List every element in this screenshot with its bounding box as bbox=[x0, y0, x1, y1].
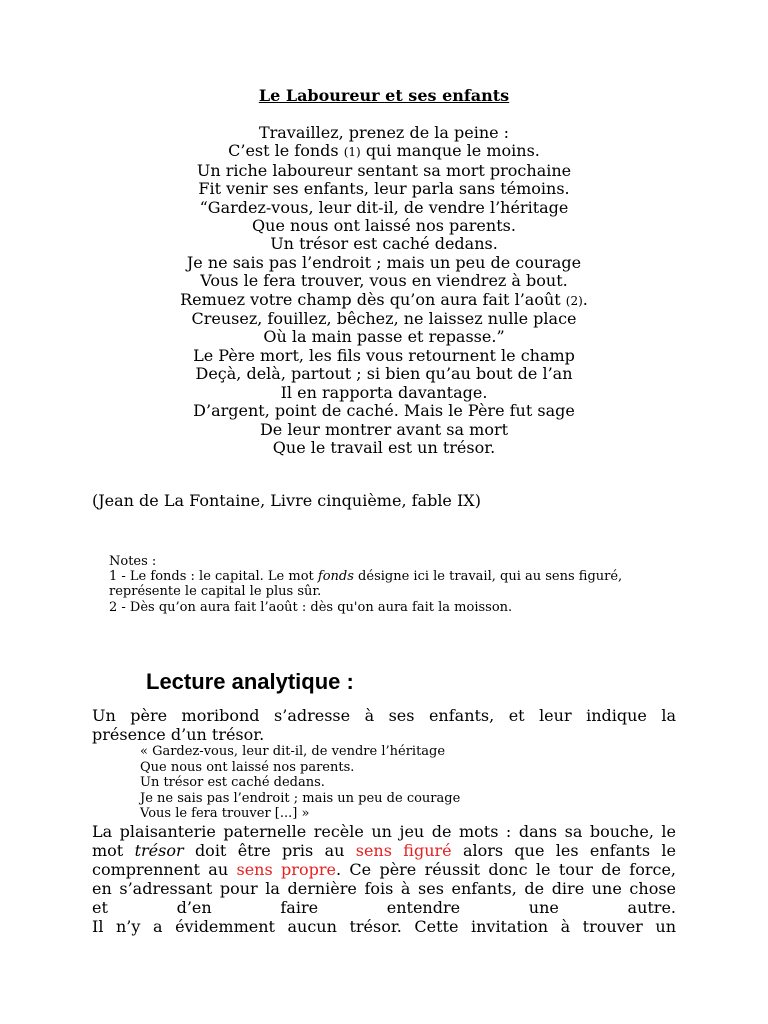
analysis-paragraph-2: La plaisanterie paternelle recèle un jeu de mots : dans sa bouche, le mot trésor doit être pris au sens figuré alors que les enfants le comprennent au sens propre. Ce père réussit donc le tour de force, en s’adressant pour la dernière fois à ses enfants, de dire une chose et d’en faire entendre une autre. Il n’y a évidemment aucun trésor. Cette invitation à trouver un bbox=[92, 822, 676, 936]
analysis-paragraph-3: Il n’y a évidemment aucun trésor. Cette invitation à trouver un bbox=[92, 917, 676, 936]
note-2: 2 - Dès qu’on aura fait l’août : dès qu'on aura fait la moisson. bbox=[109, 599, 513, 615]
poem-line: Le Père mort, les fils vous retournent le champ bbox=[193, 345, 575, 365]
poem-line: Où la main passe et repasse.” bbox=[263, 327, 505, 347]
poem-title: Le Laboureur et ses enfants bbox=[258, 86, 510, 105]
poem-line: “Gardez-vous, leur dit-il, de vendre l’héritage bbox=[199, 197, 569, 217]
quote-line: Je ne sais pas l’endroit ; mais un peu de courage bbox=[140, 790, 461, 806]
notes-label: Notes : bbox=[109, 554, 157, 569]
poem-line: Un trésor est caché dedans. bbox=[270, 234, 498, 254]
poem-line: Deçà, delà, partout ; si bien qu’au bout de l’an bbox=[195, 364, 573, 384]
poem-line: Vous le fera trouver, vous en viendrez à bout. bbox=[200, 271, 568, 291]
highlight-sens-propre: sens propre bbox=[236, 860, 336, 879]
poem-source: (Jean de La Fontaine, Livre cinquième, fable IX) bbox=[92, 491, 481, 510]
footnote-ref-2: (2) bbox=[565, 293, 583, 308]
quote-line: Un trésor est caché dedans. bbox=[140, 775, 325, 791]
poem-line: Travaillez, prenez de la peine : bbox=[258, 123, 510, 142]
word-tresor: trésor bbox=[134, 841, 184, 860]
poem-line: Un riche laboureur sentant sa mort prochaine bbox=[196, 160, 572, 180]
poem-line: Que le travail est un trésor. bbox=[272, 437, 496, 457]
quote-line: Vous le fera trouver [...] » bbox=[140, 806, 310, 822]
poem-line: Creusez, fouillez, bêchez, ne laissez nulle place bbox=[191, 309, 577, 329]
highlight-sens-figure: sens figuré bbox=[355, 841, 452, 860]
poem-line: D’argent, point de caché. Mais le Père fut sage bbox=[193, 401, 575, 421]
poem-line: De leur montrer avant sa mort bbox=[259, 419, 509, 439]
footnote-ref-1: (1) bbox=[343, 145, 361, 160]
poem-line: Fit venir ses enfants, leur parla sans témoins. bbox=[198, 179, 570, 199]
notes bbox=[109, 554, 689, 615]
poem-line: Je ne sais pas l’endroit ; mais un peu de courage bbox=[186, 252, 582, 272]
quote-line: « Gardez-vous, leur dit-il, de vendre l’héritage bbox=[140, 744, 446, 759]
poem-line: Remuez votre champ dès qu’on aura fait l’août (2). bbox=[180, 289, 588, 309]
poem bbox=[0, 124, 768, 457]
quote-block bbox=[140, 744, 640, 822]
note-1: 1 - Le fonds : le capital. Le mot fonds désigne ici le travail, qui au sens figuré, bbox=[109, 569, 623, 585]
poem-line: C’est le fonds (1) qui manque le moins. bbox=[228, 141, 540, 161]
analysis-paragraph-1: Un père moribond s’adresse à ses enfants, et leur indique la présence d’un trésor. bbox=[92, 706, 676, 744]
note-1-continued: représente le capital le plus sûr. bbox=[109, 584, 322, 600]
section-heading: Lecture analytique : bbox=[146, 669, 354, 694]
quote-line: Que nous ont laissé nos parents. bbox=[140, 759, 355, 775]
poem-line: Que nous ont laissé nos parents. bbox=[252, 216, 516, 236]
poem-line: Il en rapporta davantage. bbox=[280, 382, 488, 402]
